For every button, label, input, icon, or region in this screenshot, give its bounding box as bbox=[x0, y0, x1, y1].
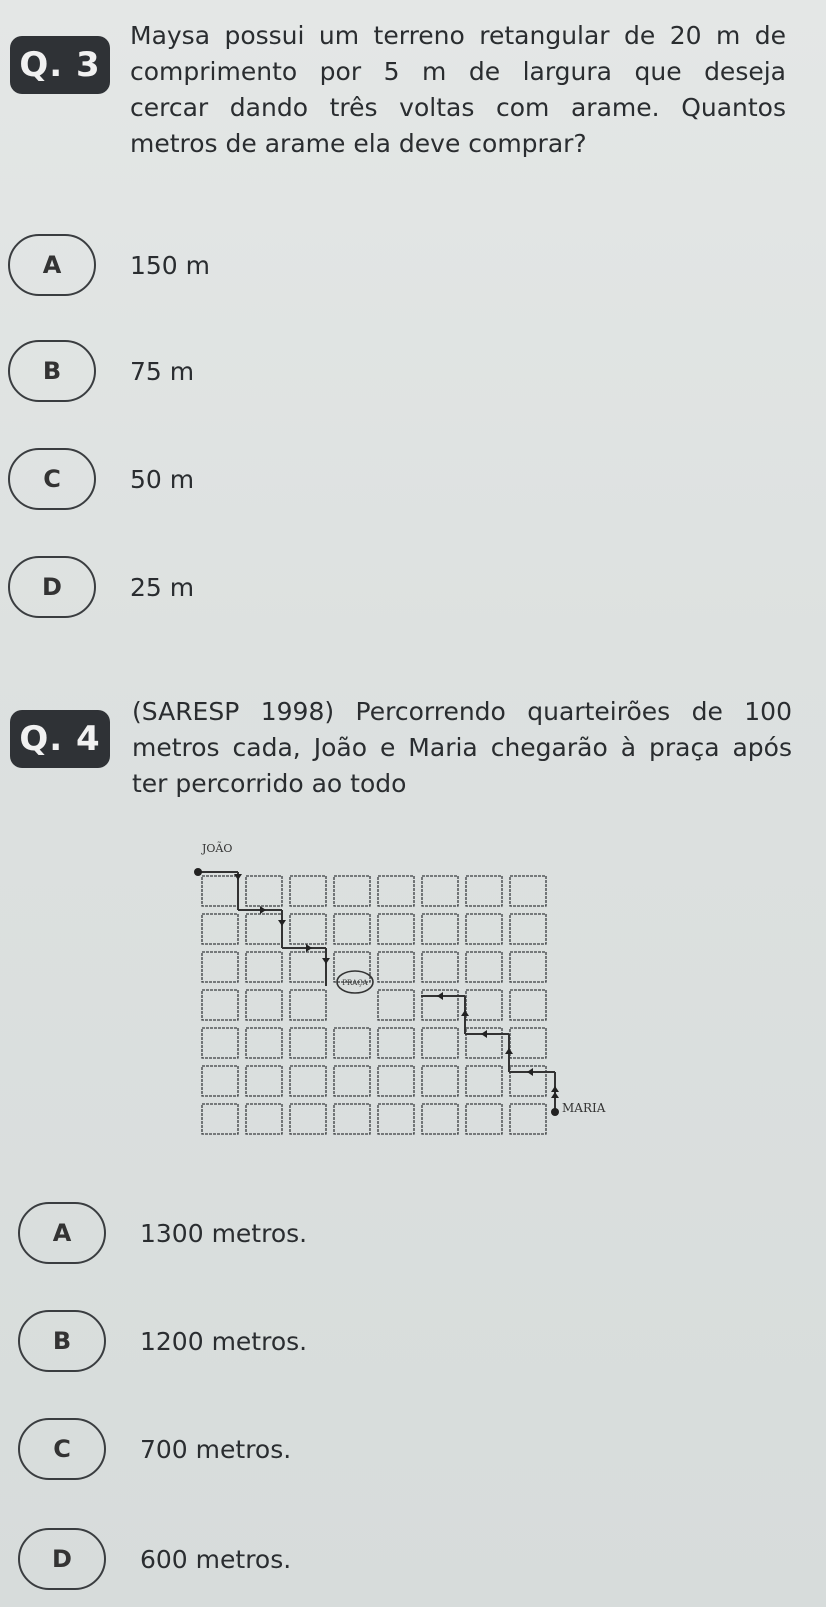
maria-label: MARIA bbox=[562, 1101, 606, 1115]
q4-option-b[interactable] bbox=[18, 1310, 307, 1372]
q4-option-c-text: 700 metros. bbox=[140, 1434, 292, 1464]
city-block bbox=[202, 1028, 238, 1058]
city-block bbox=[246, 990, 282, 1020]
joao-label: JOÃO bbox=[202, 842, 233, 855]
question-4-line-1: (SARESP 1998) Percorrendo quarteirões de 100 bbox=[132, 697, 792, 726]
city-block bbox=[378, 1066, 414, 1096]
city-block bbox=[510, 1028, 546, 1058]
q3-option-c-letter: C bbox=[8, 448, 96, 510]
city-block bbox=[466, 990, 502, 1020]
city-block bbox=[510, 876, 546, 906]
city-block bbox=[202, 876, 238, 906]
city-block bbox=[290, 1104, 326, 1134]
city-block bbox=[202, 990, 238, 1020]
city-block bbox=[246, 876, 282, 906]
city-block bbox=[422, 1028, 458, 1058]
city-blocks bbox=[202, 876, 546, 1134]
q4-option-d-letter: D bbox=[18, 1528, 106, 1590]
q3-option-b-text: 75 m bbox=[130, 356, 195, 386]
city-block bbox=[246, 1104, 282, 1134]
city-block bbox=[466, 876, 502, 906]
city-block bbox=[246, 952, 282, 982]
maria-start-dot bbox=[551, 1108, 559, 1116]
city-block bbox=[290, 1028, 326, 1058]
city-block bbox=[422, 952, 458, 982]
q4-option-c[interactable] bbox=[18, 1418, 291, 1480]
city-block bbox=[510, 952, 546, 982]
joao-start-dot bbox=[194, 868, 202, 876]
q3-option-a[interactable] bbox=[8, 234, 210, 296]
q3-option-d-letter: D bbox=[8, 556, 96, 618]
q3-option-c[interactable] bbox=[8, 448, 194, 510]
question-3-line-2: comprimento por 5 m de largura que deseja bbox=[130, 57, 786, 86]
maria-arrow-icon bbox=[551, 1092, 559, 1098]
maria-path bbox=[421, 996, 555, 1110]
question-3-text bbox=[130, 18, 786, 162]
q3-option-d-text: 25 m bbox=[130, 572, 195, 602]
city-block bbox=[510, 1104, 546, 1134]
question-4-text bbox=[132, 694, 792, 802]
city-block bbox=[466, 914, 502, 944]
q4-option-c-letter: C bbox=[18, 1418, 106, 1480]
q4-option-d-text: 600 metros. bbox=[140, 1544, 292, 1574]
question-3-line-3: cercar dando três voltas com arame. Quantos bbox=[130, 93, 786, 122]
q3-option-d[interactable] bbox=[8, 556, 194, 618]
city-block bbox=[334, 1066, 370, 1096]
city-block bbox=[378, 952, 414, 982]
city-block bbox=[334, 876, 370, 906]
city-block bbox=[334, 1104, 370, 1134]
city-block bbox=[422, 876, 458, 906]
city-block bbox=[466, 1066, 502, 1096]
city-block bbox=[378, 990, 414, 1020]
q4-option-a-text: 1300 metros. bbox=[140, 1218, 308, 1248]
q3-option-a-text: 150 m bbox=[130, 250, 211, 280]
q4-option-d[interactable] bbox=[18, 1528, 291, 1590]
city-block bbox=[466, 1104, 502, 1134]
city-block bbox=[246, 914, 282, 944]
praca-label: PRAÇA bbox=[342, 979, 368, 987]
path-arrows bbox=[234, 874, 559, 1092]
q3-option-a-letter: A bbox=[8, 234, 96, 296]
city-block bbox=[422, 1066, 458, 1096]
city-block bbox=[290, 1066, 326, 1096]
city-block bbox=[378, 1104, 414, 1134]
city-block bbox=[334, 914, 370, 944]
city-block bbox=[246, 1066, 282, 1096]
city-block bbox=[202, 1066, 238, 1096]
question-3-badge: Q. 3 bbox=[10, 36, 110, 94]
city-block bbox=[202, 914, 238, 944]
question-4-line-3: ter percorrido ao todo bbox=[132, 769, 407, 798]
q3-option-b[interactable] bbox=[8, 340, 194, 402]
city-block bbox=[290, 914, 326, 944]
q4-option-b-letter: B bbox=[18, 1310, 106, 1372]
city-block bbox=[466, 952, 502, 982]
city-block bbox=[290, 952, 326, 982]
question-3-line-1: Maysa possui um terreno retangular de 20 m de bbox=[130, 21, 786, 50]
q3-option-c-text: 50 m bbox=[130, 464, 195, 494]
city-block bbox=[202, 1104, 238, 1134]
city-block bbox=[378, 876, 414, 906]
city-block bbox=[290, 990, 326, 1020]
q3-option-b-letter: B bbox=[8, 340, 96, 402]
city-block bbox=[510, 914, 546, 944]
city-block bbox=[510, 990, 546, 1020]
city-block bbox=[378, 914, 414, 944]
question-4-line-2: metros cada, João e Maria chegarão à praça após bbox=[132, 733, 792, 762]
city-block bbox=[378, 1028, 414, 1058]
city-block bbox=[334, 1028, 370, 1058]
city-block bbox=[422, 1104, 458, 1134]
q4-option-b-text: 1200 metros. bbox=[140, 1326, 308, 1356]
city-block bbox=[246, 1028, 282, 1058]
question-3-line-4: metros de arame ela deve comprar? bbox=[130, 129, 587, 158]
joao-path bbox=[198, 872, 326, 986]
city-block bbox=[290, 876, 326, 906]
q4-option-a-letter: A bbox=[18, 1202, 106, 1264]
city-block bbox=[510, 1066, 546, 1096]
street-map bbox=[190, 840, 640, 1150]
city-block bbox=[202, 952, 238, 982]
q4-option-a[interactable] bbox=[18, 1202, 307, 1264]
city-block bbox=[422, 914, 458, 944]
question-4-badge: Q. 4 bbox=[10, 710, 110, 768]
